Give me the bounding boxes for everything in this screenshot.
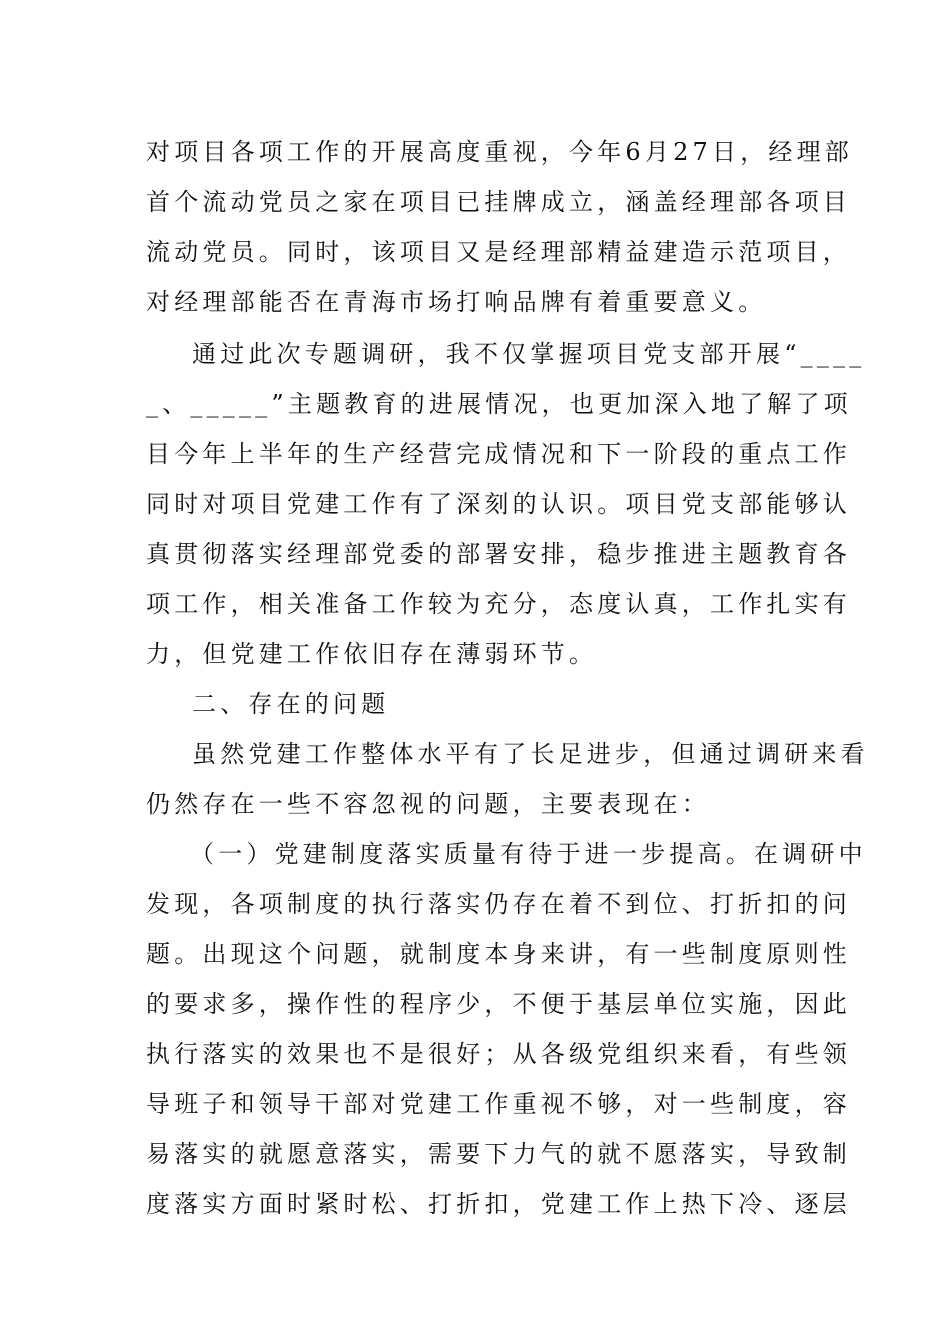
body-text-line: 题。出现这个问题，就制度本身来讲，有一些制度原则性 xyxy=(146,940,851,968)
body-text-line: 对项目各项工作的开展高度重视，今年6月27日，经理部 xyxy=(146,138,854,166)
body-text-line: 虽然党建工作整体水平有了长足进步，但通过调研来看 xyxy=(192,740,869,768)
section-heading: 二、存在的问题 xyxy=(192,690,390,718)
body-text-line: 流动党员。同时，该项目又是经理部精益建造示范项目， xyxy=(146,238,851,266)
body-text-line: 力，但党建工作依旧存在薄弱环节。 xyxy=(146,640,598,668)
body-text-line: 对经理部能否在青海市场打响品牌有着重要意义。 xyxy=(146,288,767,316)
body-text-line: 项工作，相关准备工作较为充分，态度认真，工作扎实有 xyxy=(146,590,851,618)
body-text-line: 度落实方面时紧时松、打折扣，党建工作上热下冷、逐层 xyxy=(146,1190,851,1218)
body-text-line: 执行落实的效果也不是很好；从各级党组织来看，有些领 xyxy=(146,1040,851,1068)
body-text-line: 发现，各项制度的执行落实仍存在着不到位、打折扣的问 xyxy=(146,890,851,918)
body-text-line: （一）党建制度落实质量有待于进一步提高。在调研中 xyxy=(190,840,867,868)
body-text-line: 导班子和领导干部对党建工作重视不够，对一些制度，容 xyxy=(146,1090,851,1118)
body-text-line: 易落实的就愿意落实，需要下力气的就不愿落实，导致制 xyxy=(146,1140,851,1168)
body-text-line: 的要求多，操作性的程序少，不便于基层单位实施，因此 xyxy=(146,990,851,1018)
body-text-line: 目今年上半年的生产经营完成情况和下一阶段的重点工作 xyxy=(146,440,851,468)
body-text-line: 仍然存在一些不容忽视的问题，主要表现在： xyxy=(146,790,710,818)
body-text-line: _、_____”主题教育的进展情况，也更加深入地了解了项 xyxy=(146,390,852,418)
body-text-line: 首个流动党员之家在项目已挂牌成立，涵盖经理部各项目 xyxy=(146,188,851,216)
body-text-line: 通过此次专题调研，我不仅掌握项目党支部开展“____ xyxy=(192,340,866,368)
body-text-line: 同时对项目党建工作有了深刻的认识。项目党支部能够认 xyxy=(146,490,851,518)
body-text-line: 真贯彻落实经理部党委的部署安排，稳步推进主题教育各 xyxy=(146,540,851,568)
